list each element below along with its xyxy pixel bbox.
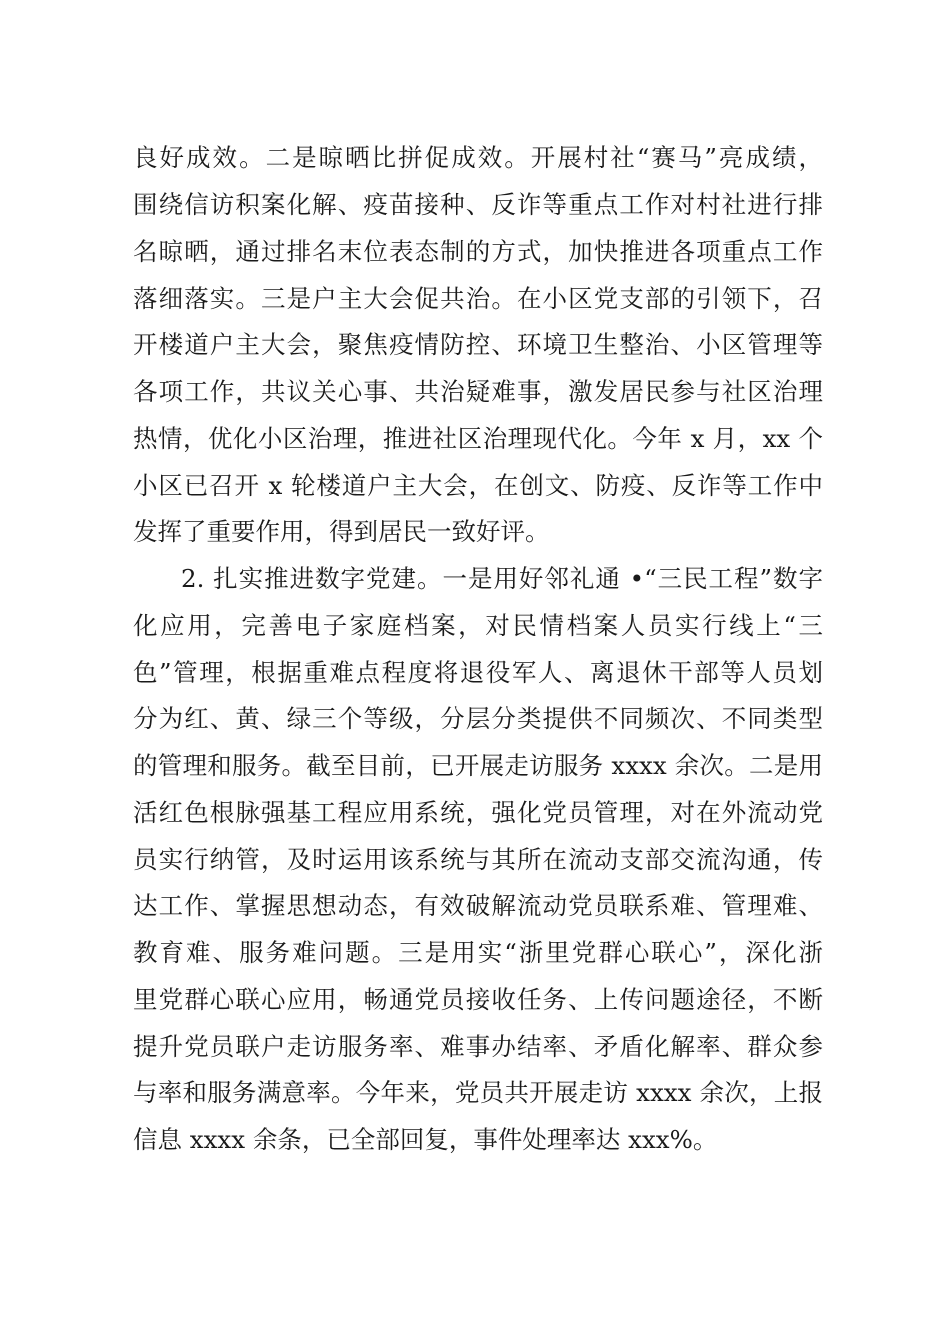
text-line: 里党群心联心应用，畅通党员接收任务、上传问题途径，不断 xyxy=(133,985,823,1014)
text-line: 教育难、服务难问题。三是用实“浙里党群心联心”，深化浙 xyxy=(133,938,823,967)
text-line: 开楼道户主大会，聚焦疫情防控、环境卫生整治、小区管理等 xyxy=(133,330,823,359)
text-line: 发挥了重要作用，得到居民一致好评。 xyxy=(133,517,550,546)
text-line: 达工作、掌握思想动态，有效破解流动党员联系难、管理难、 xyxy=(133,891,823,920)
text-line: 名晾晒，通过排名末位表态制的方式，加快推进各项重点工作 xyxy=(133,237,823,266)
text-line: 与率和服务满意率。今年来，党员共开展走访 xxxx 余次，上报 xyxy=(133,1078,823,1107)
text-line: 员实行纳管，及时运用该系统与其所在流动支部交流沟通，传 xyxy=(133,845,823,874)
text-line: 化应用，完善电子家庭档案，对民情档案人员实行线上“三 xyxy=(133,611,823,640)
text-line: 活红色根脉强基工程应用系统，强化党员管理，对在外流动党 xyxy=(133,798,823,827)
text-line: 各项工作，共议关心事、共治疑难事，激发居民参与社区治理 xyxy=(133,377,823,406)
text-line: 色”管理，根据重难点程度将退役军人、离退休干部等人员划 xyxy=(133,658,823,687)
text-line: 2. 扎实推进数字党建。一是用好邻礼通 •“三民工程”数字 xyxy=(181,564,823,593)
text-line: 围绕信访积案化解、疫苗接种、反诈等重点工作对村社进行排 xyxy=(133,190,823,219)
text-line: 信息 xxxx 余条，已全部回复，事件处理率达 xxx%。 xyxy=(133,1125,718,1154)
text-line: 小区已召开 x 轮楼道户主大会，在创文、防疫、反诈等工作中 xyxy=(133,471,823,500)
text-line: 的管理和服务。截至目前，已开展走访服务 xxxx 余次。二是用 xyxy=(133,751,823,780)
text-line: 提升党员联户走访服务率、难事办结率、矛盾化解率、群众参 xyxy=(133,1032,823,1061)
text-line: 落细落实。三是户主大会促共治。在小区党支部的引领下，召 xyxy=(133,284,823,313)
text-line: 分为红、黄、绿三个等级，分层分类提供不同频次、不同类型 xyxy=(133,704,823,733)
text-line: 良好成效。二是晾晒比拼促成效。开展村社“赛马”亮成绩， xyxy=(133,143,823,172)
text-line: 热情，优化小区治理，推进社区治理现代化。今年 x 月，xx 个 xyxy=(133,424,823,453)
